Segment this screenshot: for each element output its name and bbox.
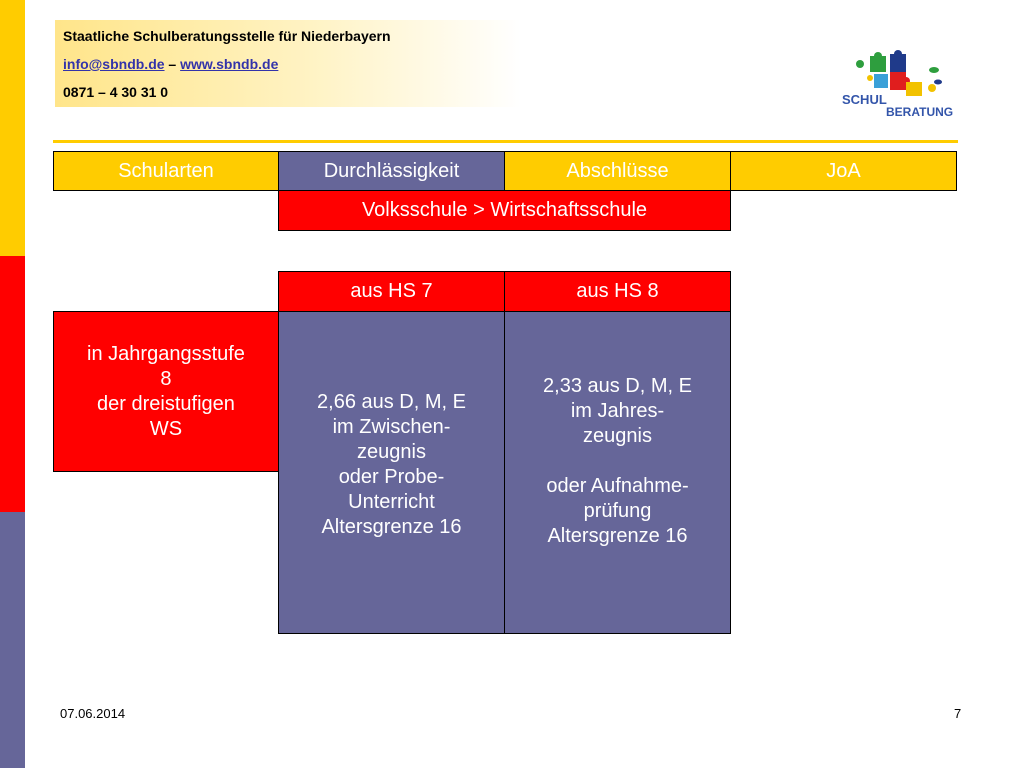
footer-date: 07.06.2014: [60, 706, 126, 721]
website-link[interactable]: www.sbndb.de: [180, 56, 279, 72]
row-label: in Jahrgangsstufe 8 der dreistufigen WS: [53, 311, 279, 472]
phone-number: 0871 – 4 30 31 0: [63, 84, 169, 100]
contact-separator: –: [164, 56, 181, 72]
logo-text-beratung: BERATUNG: [886, 105, 954, 119]
tab-abschluesse[interactable]: Abschlüsse: [504, 151, 731, 191]
email-link[interactable]: info@sbndb.de: [63, 56, 165, 72]
column-header-hs7: aus HS 7: [278, 271, 505, 312]
header-divider: [53, 140, 958, 143]
org-name: Staatliche Schulberatungsstelle für Niederbayern: [63, 28, 391, 44]
tab-durchlaessigkeit[interactable]: Durchlässigkeit: [278, 151, 505, 191]
side-bar-yellow: [0, 0, 25, 256]
contact-line: [63, 56, 278, 72]
side-bar-purple: [0, 512, 25, 768]
cell-hs8-requirements: 2,33 aus D, M, E im Jahres- zeugnis oder Aufnahme- prüfung Altersgrenze 16: [504, 311, 731, 634]
tab-schularten[interactable]: Schularten: [53, 151, 279, 191]
logo-text-schul: SCHUL: [842, 92, 887, 107]
cell-hs7-requirements: 2,66 aus D, M, E im Zwischen- zeugnis oder Probe- Unterricht Altersgrenze 16: [278, 311, 505, 634]
column-header-hs8: aus HS 8: [504, 271, 731, 312]
schulberatung-logo: [838, 48, 964, 126]
header-box: [55, 20, 521, 107]
page-number: 7: [954, 706, 962, 721]
section-subtitle: Volksschule > Wirtschaftsschule: [278, 190, 731, 231]
tab-joa[interactable]: JoA: [730, 151, 957, 191]
side-bar-red: [0, 256, 25, 512]
